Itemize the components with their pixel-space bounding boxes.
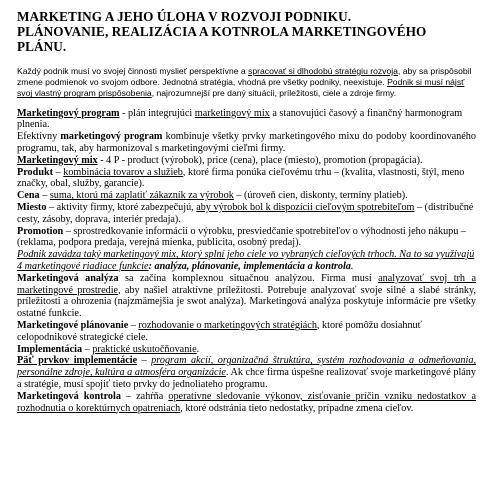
paragraph-text: – xyxy=(82,343,93,355)
term-promotion: Promotion xyxy=(17,225,64,237)
underlined-text: aby výrobok bol k dispozícii cieľovým spotrebiteľom xyxy=(196,201,415,213)
term-marketingova-analyza: Marketingová analýza xyxy=(17,272,119,284)
paragraph-text: , ktoré odstránia tieto nedostatky, prípadne zmena cieľov. xyxy=(180,402,414,414)
document-title xyxy=(17,9,476,54)
intro-text: Každý podnik musí vo svojej činnosti myslieť perspektívne a xyxy=(17,66,249,76)
intro-text: , najrozumnejší pre daný situácii, príležitosti, ciele a zdroje firmy. xyxy=(151,88,397,99)
paragraph-text: , ktoré pomôžu dosiahnuť celopodnikové strategické ciele. xyxy=(17,319,423,343)
marketing-program-paragraph xyxy=(17,108,476,132)
paragraph-text: – xyxy=(128,319,139,331)
italic-underlined-text: Podnik zavádza taký marketingový mix, ktorý splní jeho ciele vo vybraných cieľových trhoch. Na to sa využívajú 4 marketingové riadiace funkcie xyxy=(17,249,475,272)
paragraph-text: – xyxy=(137,355,152,367)
title-line-1: MARKETING A JEHO ÚLOHA V ROZVOJI PODNIKU. xyxy=(17,9,352,24)
paragraph-text: . xyxy=(196,343,200,355)
pat-prvkov-paragraph xyxy=(17,355,476,390)
title-line-3: PLÁNU. xyxy=(17,39,67,54)
underlined-text: kombinácia tovarov a služieb xyxy=(63,166,183,178)
intro-paragraph xyxy=(17,66,476,100)
intro-text: , aby sa prispôsobil zmene podmienok vo svojom odbore. Jednotná stratégia, vhodná pre všetky podniky, neexistuje. xyxy=(17,66,472,88)
term-marketingova-kontrola: Marketingová kontrola xyxy=(17,390,121,402)
paragraph-text: Efektívny xyxy=(17,131,61,143)
term-marketingove-planovanie: Marketingové plánovanie xyxy=(17,319,129,331)
miesto-paragraph xyxy=(17,202,476,226)
underlined-text: marketingový mix xyxy=(194,107,270,119)
paragraph-text: – zahŕňa xyxy=(120,390,169,402)
implementacia-paragraph xyxy=(17,344,476,356)
paragraph-text: sa začína komplexnou situačnou analýzou. Firma musí xyxy=(118,272,379,284)
kontrola-paragraph xyxy=(17,391,476,415)
title-line-2: PLÁNOVANIE, REALIZÁCIA A KOTNROLA MARKETINGOVÉHO xyxy=(17,24,427,39)
term-marketingovy-program: Marketingový program xyxy=(17,107,120,119)
paragraph-text: - plán integrujúci xyxy=(119,107,195,119)
document-body xyxy=(17,108,476,415)
paragraph-text: . Ak chce firma úspešne realizovať svoje marketingové plány a stratégie, musí spojiť tieto prvky do jednoliateho programu. xyxy=(17,367,476,390)
term-marketingovy-program-bold: marketingový program xyxy=(60,131,163,143)
planovanie-paragraph xyxy=(17,320,476,344)
marketing-mix-paragraph xyxy=(17,155,476,167)
effective-program-paragraph xyxy=(17,131,476,155)
paragraph-text: , aby našiel atraktívne príležitosti. Potrebuje analyzovať svoje silné a slabé stránky, príležitosti a ohrozenia (najzmämejšia je swot analýza). Marketingová analýza poskytuje informácie pre všetky ostatné funkcie. xyxy=(17,284,476,320)
paragraph-text: . xyxy=(350,260,354,272)
underlined-text: analyzovať svoj trh a marketingové prostredie xyxy=(17,272,476,296)
podnik-paragraph xyxy=(17,249,476,273)
underlined-text: suma, ktorú má zaplatiť zákazník za výrobok xyxy=(49,190,234,202)
produkt-paragraph xyxy=(17,167,476,191)
term-marketingovy-mix: Marketingový mix xyxy=(17,154,98,166)
paragraph-text: kombinuje všetky prvky marketingového mixu do podoby koordinovaného programu, tak, aby harmonizoval s marketingovými cieľmi firmy. xyxy=(17,131,476,154)
paragraph-text: – (distribučné cesty, zásoby, doprava, interiér predaja). xyxy=(17,201,474,225)
term-implementacia: Implementácia xyxy=(17,343,83,355)
paragraph-text: - 4 P - product (výrobok), price (cena), place (miesto), promotion (propagácia). xyxy=(97,154,423,166)
underlined-text: rozhodovanie o marketingových stratégiách xyxy=(138,319,317,331)
intro-underlined-strategy: spracovať si dlhodobú stratégiu rozvoja xyxy=(248,66,398,76)
underlined-text: praktické uskutočňovanie xyxy=(92,343,197,355)
underlined-text: operatívne sledovanie výkonov, zisťovanie príčin vzniku nedostatkov a rozhodnutia o korektúrnych opatreniach xyxy=(17,390,476,414)
paragraph-text: – xyxy=(53,166,64,178)
paragraph-text: a stanovujúci časový a finančný harmonogram plnenia. xyxy=(17,107,463,131)
cena-paragraph xyxy=(17,190,476,202)
promotion-paragraph xyxy=(17,226,476,250)
paragraph-text: – (úroveň cien, diskonty, termíny platieb). xyxy=(233,190,408,202)
italic-underlined-text: program akcií, organizačná štruktúra, systém rozhodovania a odmeňovania, personálne zdroje, kultúra a atmosféra organizácie xyxy=(17,355,476,379)
paragraph-text: – xyxy=(39,190,50,202)
term-cena: Cena xyxy=(17,190,40,202)
paragraph-text: , ktoré firma ponúka cieľovému trhu – (kvalita, vlastnosti, štýl, meno značky, obal, služby, garancie). xyxy=(17,166,465,190)
paragraph-text: – aktivity firmy, ktoré zabezpečujú, xyxy=(46,201,197,213)
paragraph-text: – sprostredkovanie informácií o výrobku, presviedčanie spotrebiteľov o výhodnosti jeho nákupu – (reklama, podpora predaja, verejná mienka, publicita, osobný predaj). xyxy=(17,225,466,249)
analyza-paragraph xyxy=(17,273,476,320)
italic-bold-functions: : analýza, plánovanie, implementácia a kontrola xyxy=(148,260,351,272)
term-pat-prvkov-implementacie: Päť prvkov implementácie xyxy=(17,355,138,367)
term-miesto: Miesto xyxy=(17,201,47,213)
term-produkt: Produkt xyxy=(17,166,54,178)
intro-underlined-program: Podnik si musí nájsť svoj vlastný program prispôsobenia xyxy=(17,77,465,99)
